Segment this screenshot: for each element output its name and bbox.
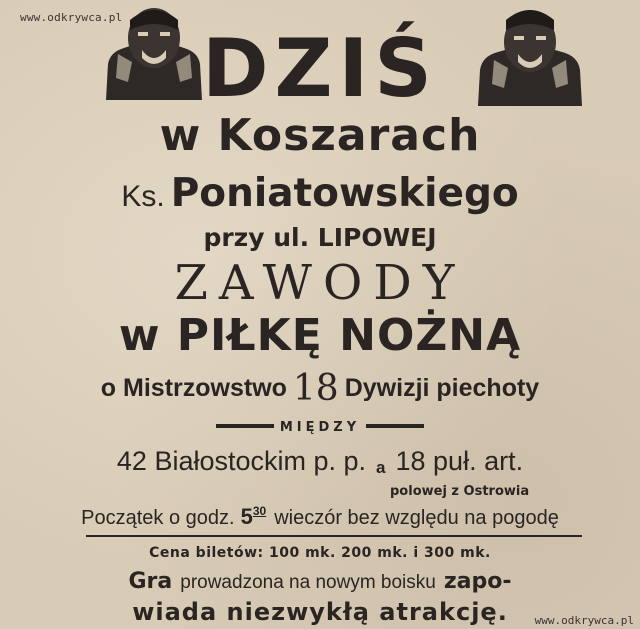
start-minutes: 30 bbox=[252, 504, 267, 518]
watermark-text-bottom: www.odkrywca.pl bbox=[534, 614, 634, 627]
barracks-name-line bbox=[0, 171, 640, 216]
teams-line bbox=[0, 446, 640, 478]
championship-line bbox=[0, 368, 640, 409]
game-line bbox=[0, 569, 640, 594]
championship-prefix: o Mistrzowstwo bbox=[100, 374, 287, 402]
sport-line: w PIŁKĘ NOŻNĄ bbox=[118, 310, 522, 361]
start-tail: wieczór bez względu na pogodę bbox=[274, 507, 559, 529]
venue-line: w Koszarach bbox=[159, 110, 481, 161]
game-word: Gra bbox=[128, 569, 173, 594]
horizontal-rule bbox=[86, 535, 582, 537]
start-time-line bbox=[0, 504, 640, 530]
team-joiner: a bbox=[376, 458, 386, 477]
game-middle: prowadzona na nowym boisku bbox=[180, 572, 436, 593]
between-divider bbox=[0, 420, 640, 435]
event-title: ZAWODY bbox=[174, 255, 466, 311]
team-one: 42 Białostockim p. p. bbox=[116, 446, 367, 476]
street-line: przy ul. LIPOWEJ bbox=[203, 223, 437, 252]
ks-prefix: Ks. bbox=[121, 180, 165, 213]
team-two: 18 puł. art. bbox=[395, 446, 524, 476]
between-label: MIĘDZY bbox=[279, 420, 361, 435]
division-number: 18 bbox=[292, 368, 339, 409]
championship-suffix: Dywizji piechoty bbox=[344, 374, 540, 402]
divider-rule-right bbox=[366, 424, 424, 428]
attraction-line: wiada niezwykłą atrakcję. bbox=[132, 598, 508, 626]
game-end: zapo- bbox=[443, 569, 512, 594]
divider-rule-left bbox=[216, 424, 274, 428]
watermark-text: www.odkrywca.pl bbox=[20, 11, 123, 24]
start-label: Początek o godz. bbox=[81, 507, 235, 529]
barracks-name: Poniatowskiego bbox=[170, 171, 519, 216]
ticket-prices-line: Cena biletów: 100 mk. 200 mk. i 300 mk. bbox=[149, 545, 491, 561]
start-hour: 5 bbox=[240, 504, 253, 529]
headline-today: DZIŚ bbox=[202, 22, 438, 115]
team-two-suffix: polowej z Ostrowia bbox=[390, 484, 530, 499]
